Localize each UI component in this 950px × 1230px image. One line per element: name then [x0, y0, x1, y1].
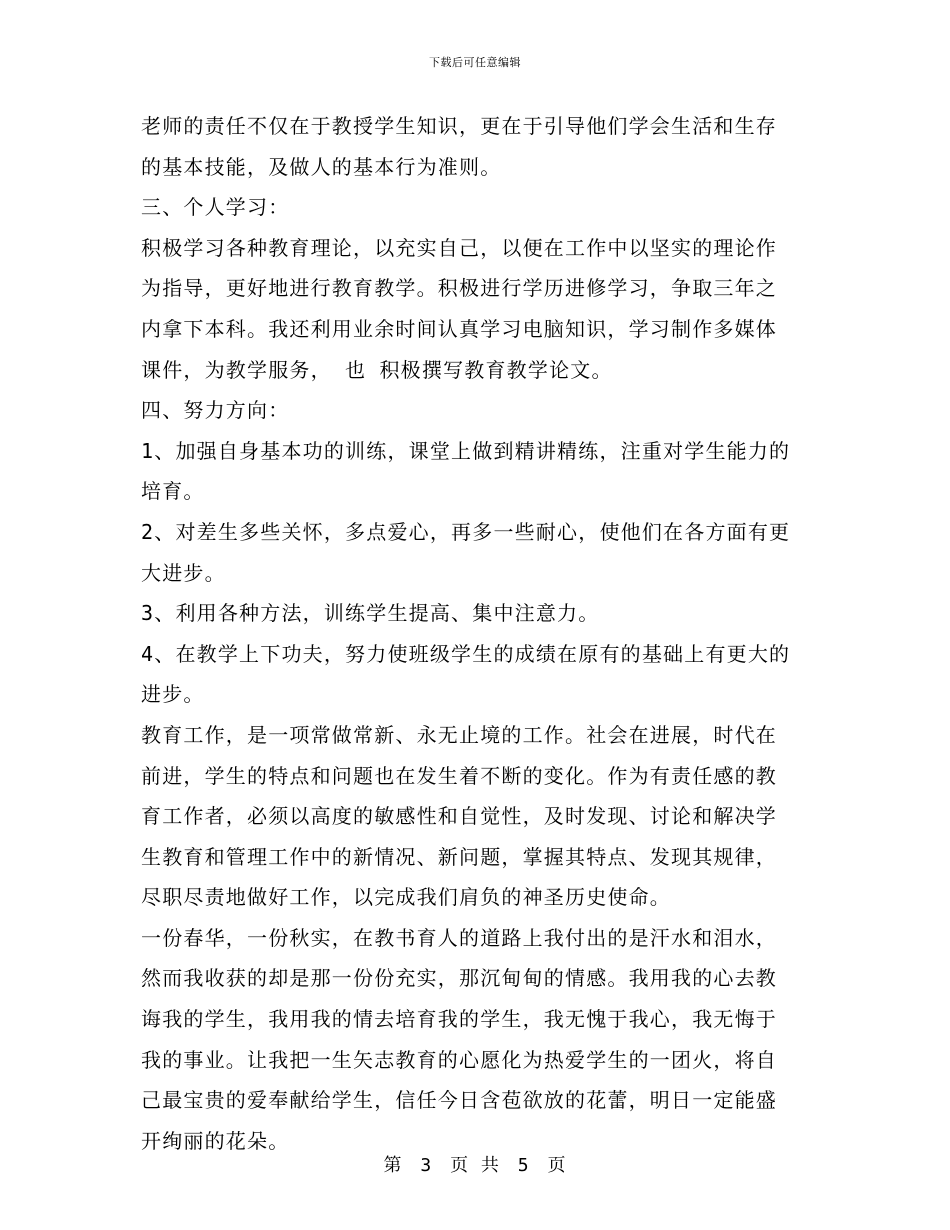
page-footer	[0, 1151, 950, 1177]
text-line: 我的事业。让我把一生矢志教育的心愿化为热爱学生的一团火，将自	[141, 1047, 777, 1072]
text-line: 生教育和管理工作中的新情况、新问题，掌握其特点、发现其规律，	[141, 844, 777, 869]
page-total: 5	[517, 1155, 530, 1176]
text-line: 然而我收获的却是那一份份充实，那沉甸甸的情感。我用我的心去教	[141, 966, 777, 991]
text-line: 育工作者，必须以高度的敏感性和自觉性，及时发现、讨论和解决学	[141, 804, 777, 829]
section-heading: 三、个人学习：	[141, 195, 290, 220]
text-line: 老师的责任不仅在于教授学生知识，更在于引导他们学会生活和生存	[141, 114, 777, 138]
text-line: 己最宝贵的爱奉献给学生，信任今日含苞欲放的花蕾，明日一定能盛	[141, 1088, 777, 1113]
text-line: 开绚丽的花朵。	[141, 1128, 290, 1153]
text-line: 尽职尽责地做好工作，以完成我们肩负的神圣历史使命。	[141, 885, 671, 910]
list-item: 2、对差生多些关怀，多点爱心，再多一些耐心，使他们在各方面有更	[141, 519, 791, 544]
text-line: 为指导，更好地进行教育教学。积极进行学历进修学习，争取三年之	[141, 276, 777, 301]
text-line: 一份春华，一份秋实，在教书育人的道路上我付出的是汗水和泪水，	[141, 925, 777, 950]
section-heading: 四、努力方向：	[141, 398, 290, 423]
list-item: 4、在教学上下功夫，努力使班级学生的成绩在原有的基础上有更大的	[141, 641, 791, 666]
list-item: 3、利用各种方法，训练学生提高、集中注意力。	[141, 601, 600, 626]
page-header: 下载后可任意编辑	[429, 56, 521, 69]
text-line: 前进，学生的特点和问题也在发生着不断的变化。作为有责任感的教	[141, 763, 777, 788]
text-line: 积极学习各种教育理论，以充实自己，以便在工作中以坚实的理论作	[141, 235, 777, 260]
list-item: 1、加强自身基本功的训练，课堂上做到精讲精练，注重对学生能力的	[141, 438, 791, 463]
document-body	[141, 106, 813, 1161]
text-line: 诲我的学生，我用我的情去培育我的学生，我无愧于我心，我无悔于	[141, 1007, 777, 1032]
text-line: 培育。	[141, 479, 205, 504]
page-number: 3	[420, 1155, 433, 1176]
text-line: 教育工作，是一项常做常新、永无止境的工作。社会在进展，时代在	[141, 722, 777, 747]
page-suffix: 页	[547, 1155, 567, 1176]
text-line: 内拿下本科。我还利用业余时间认真学习电脑知识，学习制作多媒体	[141, 316, 777, 341]
page-middle: 页 共	[450, 1155, 500, 1176]
page-prefix: 第	[383, 1155, 403, 1176]
text-line: 课件，为教学服务， 也 积极撰写教育教学论文。	[141, 357, 613, 382]
text-line: 大进步。	[141, 560, 226, 585]
text-line: 的基本技能，及做人的基本行为准则。	[141, 154, 502, 179]
text-line: 进步。	[141, 682, 205, 707]
